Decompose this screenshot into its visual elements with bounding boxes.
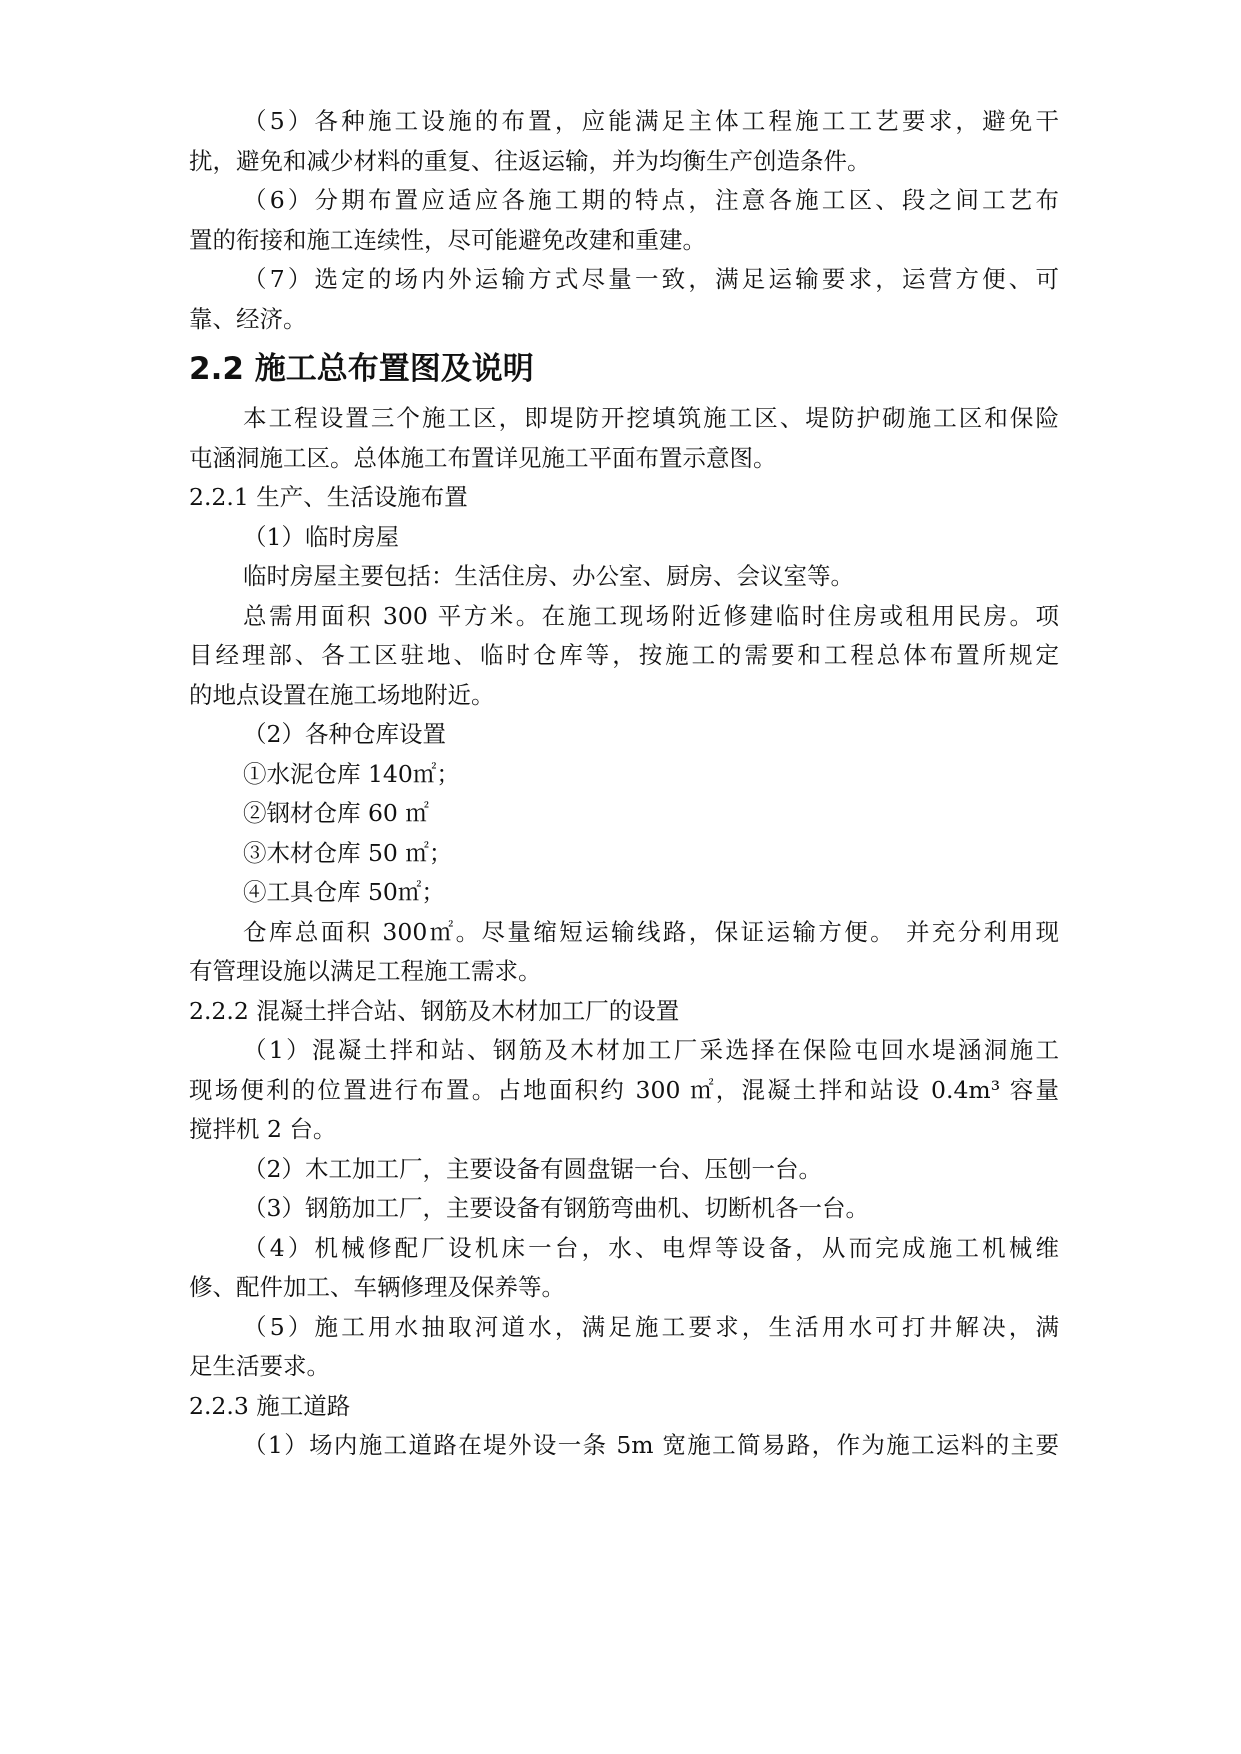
- text-line: （1）混凝土拌和站、钢筋及木材加工厂采选择在保险屯回水堤涵洞施工: [243, 1036, 1059, 1064]
- text-line: 临时房屋主要包括：生活住房、办公室、厨房、会议室等。: [243, 562, 854, 590]
- text-line: （2）各种仓库设置: [243, 720, 446, 748]
- subsection-title: 2.2.2 混凝土拌合站、钢筋及木材加工厂的设置: [189, 996, 680, 1025]
- text-line: 扰，避免和减少材料的重复、往返运输，并为均衡生产创造条件。: [189, 146, 871, 175]
- text-line: 总需用面积 300 平方米。在施工现场附近修建临时住房或租用民房。项: [243, 601, 1059, 630]
- subsection-title: 2.2.1 生产、生活设施布置: [189, 483, 468, 511]
- text-line: 修、配件加工、车辆修理及保养等。: [189, 1273, 565, 1301]
- text-line: （5）施工用水抽取河道水，满足施工要求，生活用水可打井解决，满: [243, 1312, 1059, 1341]
- text-line: （3）钢筋加工厂，主要设备有钢筋弯曲机、切断机各一台。: [243, 1194, 869, 1222]
- text-line: 现场便利的位置进行布置。占地面积约 300 ㎡，混凝土拌和站设 0.4m³ 容量: [189, 1075, 1059, 1104]
- text-line: （1）临时房屋: [243, 522, 399, 551]
- text-line: 本工程设置三个施工区，即堤防开挖填筑施工区、堤防护砌施工区和保险: [243, 404, 1059, 432]
- text-line: 足生活要求。: [189, 1352, 330, 1380]
- text-line: 的地点设置在施工场地附近。: [189, 680, 495, 709]
- text-line: ④工具仓库 50㎡；: [243, 878, 445, 906]
- text-line: （7）选定的场内外运输方式尽量一致，满足运输要求，运营方便、可: [243, 265, 1059, 293]
- text-line: 仓库总面积 300㎡。尽量缩短运输线路，保证运输方便。 并充分利用现: [243, 917, 1059, 946]
- text-line: ③木材仓库 50 ㎡；: [243, 838, 453, 867]
- text-line: 置的衔接和施工连续性，尽可能避免改建和重建。: [189, 225, 706, 254]
- text-line: （1）场内施工道路在堤外设一条 5m 宽施工简易路，作为施工运料的主要: [243, 1431, 1059, 1459]
- document-page: [189, 102, 1059, 1466]
- text-line: 有管理设施以满足工程施工需求。: [189, 957, 542, 985]
- text-line: （6）分期布置应适应各施工期的特点，注意各施工区、段之间工艺布: [243, 186, 1059, 214]
- text-line: 靠、经济。: [189, 304, 307, 333]
- text-line: （2）木工加工厂，主要设备有圆盘锯一台、压刨一台。: [243, 1154, 822, 1183]
- text-line: 屯涵洞施工区。总体施工布置详见施工平面布置示意图。: [189, 443, 777, 472]
- text-line: ①水泥仓库 140㎡；: [243, 759, 460, 788]
- text-line: （4）机械修配厂设机床一台，水、电焊等设备，从而完成施工机械维: [243, 1233, 1059, 1262]
- subsection-title: 2.2.3 施工道路: [189, 1391, 351, 1420]
- text-line: （5）各种施工设施的布置，应能满足主体工程施工工艺要求，避免干: [243, 107, 1059, 135]
- text-line: 搅拌机 2 台。: [189, 1115, 337, 1143]
- text-line: 目经理部、各工区驻地、临时仓库等，按施工的需要和工程总体布置所规定: [189, 641, 1059, 669]
- section-heading: 2.2 施工总布置图及说明: [189, 351, 534, 387]
- text-line: ②钢材仓库 60 ㎡: [243, 799, 429, 827]
